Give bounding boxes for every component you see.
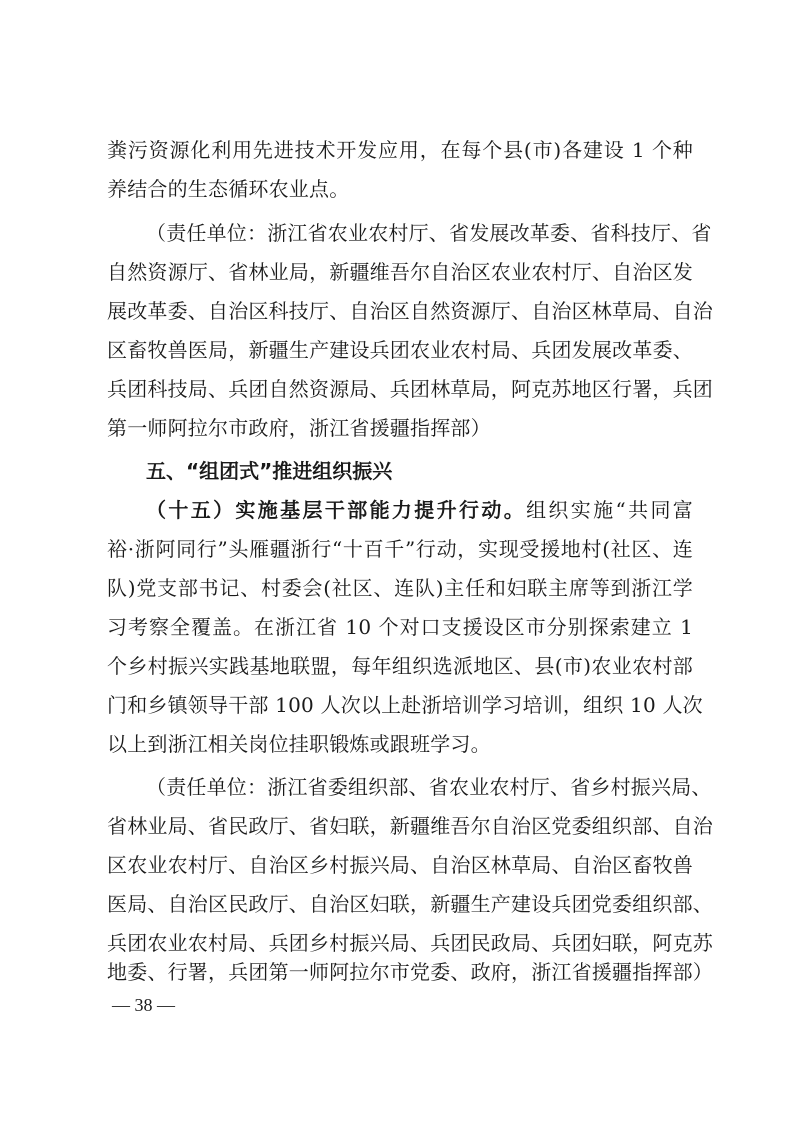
body-line: 养结合的生态循环农业点。 — [107, 177, 350, 201]
body-line: 以上到浙江相关岗位挂职锻炼或跟班学习。 — [107, 732, 491, 756]
section-heading: 五、“组团式”推进组织振兴 — [146, 459, 393, 483]
responsibility-line: （责任单位：浙江省农业农村厅、省发展改革委、省科技厅、省 — [146, 221, 712, 245]
responsibility-line: 区畜牧兽医局，新疆生产建设兵团农业农村局、兵团发展改革委、 — [107, 338, 693, 362]
body-line: 门和乡镇领导干部 100 人次以上赴浙培训学习培训，组织 10 人次 — [107, 693, 703, 717]
body-line: 裕·浙阿同行”头雁疆浙行“十百千”行动，实现受援地村(社区、连 — [107, 537, 693, 561]
responsibility-line: 展改革委、自治区科技厅、自治区自然资源厅、自治区林草局、自治 — [107, 299, 713, 323]
section-first-line — [146, 498, 693, 522]
body-line: 队)党支部书记、村委会(社区、连队)主任和妇联主席等到浙江学 — [107, 576, 693, 600]
section-first-rest: 组织实施“共同富 — [526, 498, 694, 522]
body-line: 习考察全覆盖。在浙江省 10 个对口支援设区市分别探索建立 1 — [107, 615, 693, 639]
responsibility-line: 省林业局、省民政厅、省妇联，新疆维吾尔自治区党委组织部、自治 — [107, 814, 713, 838]
body-line: 粪污资源化利用先进技术开发应用，在每个县(市)各建设 1 个种 — [107, 138, 693, 162]
responsibility-line: 地委、行署，兵团第一师阿拉尔市党委、政府，浙江省援疆指挥部） — [107, 960, 713, 984]
body-line: 个乡村振兴实践基地联盟，每年组织选派地区、县(市)农业农村部 — [107, 654, 693, 678]
page-number: — 38 — — [112, 995, 175, 1015]
responsibility-line: 自然资源厅、省林业局，新疆维吾尔自治区农业农村厅、自治区发 — [107, 260, 693, 284]
responsibility-line: 第一师阿拉尔市政府，浙江省援疆指挥部） — [107, 416, 491, 440]
responsibility-line: 兵团科技局、兵团自然资源局、兵团林草局，阿克苏地区行署，兵团 — [107, 377, 713, 401]
responsibility-line: （责任单位：浙江省委组织部、省农业农村厅、省乡村振兴局、 — [146, 775, 712, 799]
section-title: （十五）实施基层干部能力提升行动。 — [146, 498, 527, 522]
responsibility-line: 兵团农业农村局、兵团乡村振兴局、兵团民政局、兵团妇联，阿克苏 — [107, 931, 713, 955]
responsibility-line: 区农业农村厅、自治区乡村振兴局、自治区林草局、自治区畜牧兽 — [107, 853, 693, 877]
responsibility-line: 医局、自治区民政厅、自治区妇联，新疆生产建设兵团党委组织部、 — [107, 892, 713, 916]
